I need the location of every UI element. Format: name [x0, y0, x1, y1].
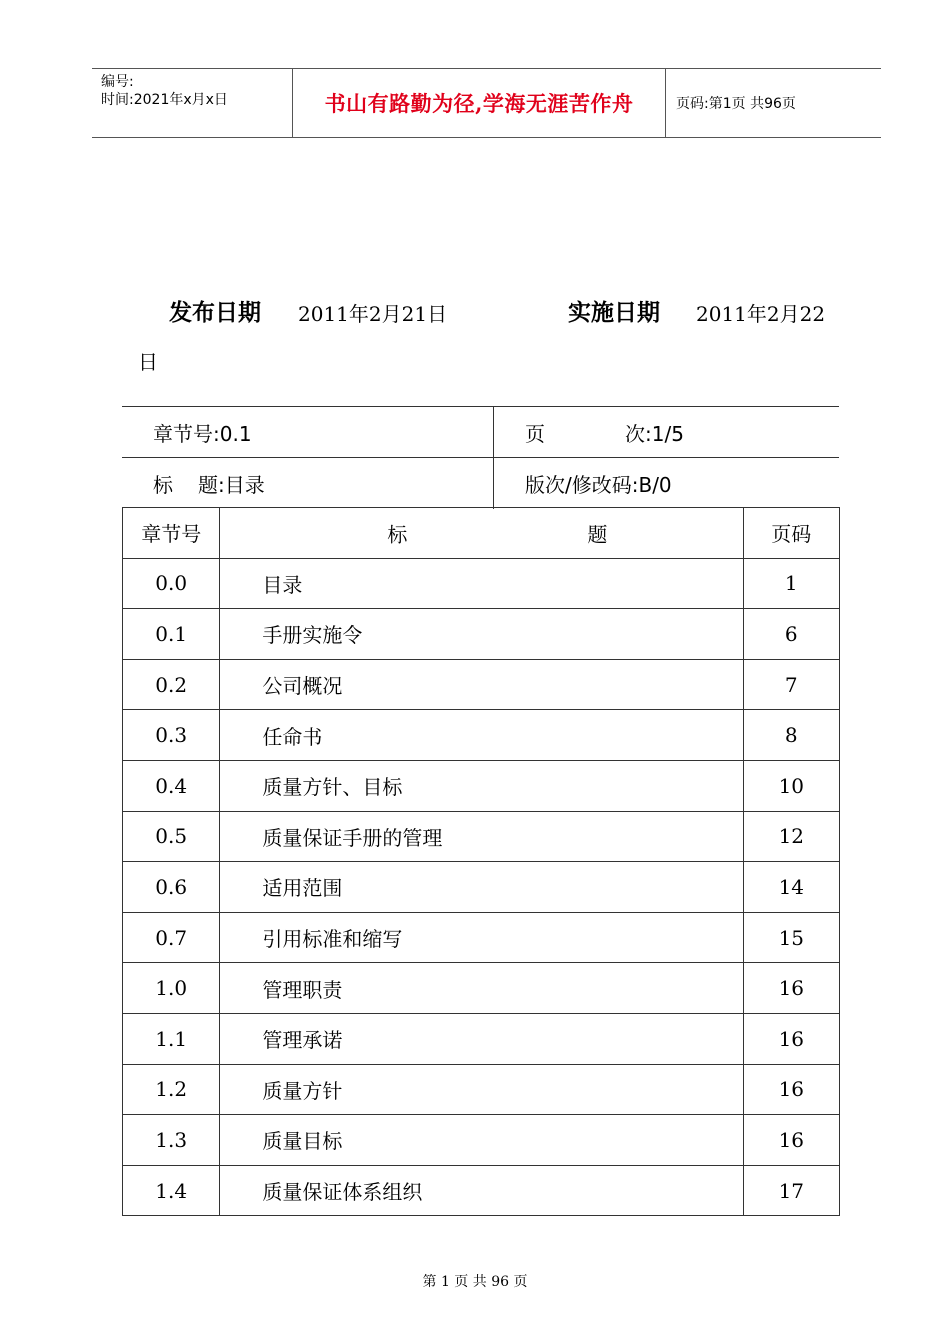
page-cell: 14: [743, 862, 839, 913]
page-cell: 8: [743, 710, 839, 761]
header-title-a: 标: [387, 522, 408, 547]
page-cell: 16: [743, 963, 839, 1014]
title-cell: 质量方针: [220, 1064, 743, 1115]
page-info-text: 页码:第1页 共96页: [676, 96, 796, 112]
toc-table: [122, 507, 840, 1216]
info-row-2: [122, 458, 839, 508]
chapter-cell: 1.1: [123, 1013, 220, 1064]
title-cell: 管理职责: [220, 963, 743, 1014]
table-row: [123, 609, 840, 660]
chapter-cell: 0.4: [123, 760, 220, 811]
title-cell: 公司概况: [220, 659, 743, 710]
info-row-1: [122, 407, 839, 458]
title-cell: 质量方针、目标: [220, 760, 743, 811]
page-count: 次:1/5: [625, 421, 684, 446]
page-cell: 16: [743, 1013, 839, 1064]
serial-label: 编号:: [101, 74, 134, 90]
header-title: [220, 508, 743, 559]
chapter-cell: 1.3: [123, 1115, 220, 1166]
header-motto: [293, 69, 666, 137]
table-row: [123, 912, 840, 963]
title-cell: 管理承诺: [220, 1013, 743, 1064]
table-row: [123, 1165, 840, 1216]
table-row: [123, 963, 840, 1014]
issue-date-value: 2011年2月21日: [298, 302, 448, 326]
title-cell: 手册实施令: [220, 609, 743, 660]
issue-date-label: 发布日期: [169, 300, 261, 326]
title-cell: 质量目标: [220, 1115, 743, 1166]
effective-date-tail: 日: [138, 350, 158, 374]
time-label: 时间:2021年x月x日: [101, 92, 228, 108]
title-label: 标: [153, 472, 173, 497]
motto-text: 书山有路勤为径,学海无涯苦作舟: [324, 91, 634, 116]
title-value: 题:目录: [198, 472, 265, 497]
chapter-cell: 0.6: [123, 862, 220, 913]
chapter-cell: 0.5: [123, 811, 220, 862]
chapter-number: 章节号:0.1: [153, 421, 252, 446]
title-cell: 引用标准和缩写: [220, 912, 743, 963]
chapter-cell: 0.1: [123, 609, 220, 660]
header-title-b: 题: [587, 522, 608, 547]
table-row: [123, 659, 840, 710]
effective-date-value: 2011年2月22: [696, 302, 826, 326]
title-cell: 适用范围: [220, 862, 743, 913]
chapter-cell: 0.7: [123, 912, 220, 963]
page-cell: 1: [743, 558, 839, 609]
chapter-cell: 1.2: [123, 1064, 220, 1115]
page-cell: 17: [743, 1165, 839, 1216]
table-row: [123, 710, 840, 761]
page-cell: 12: [743, 811, 839, 862]
title-cell: 任命书: [220, 710, 743, 761]
header-chapter: 章节号: [123, 508, 220, 559]
table-row: [123, 1013, 840, 1064]
table-row: [123, 862, 840, 913]
page-cell: 16: [743, 1115, 839, 1166]
document-info: [122, 406, 839, 509]
page-cell: 15: [743, 912, 839, 963]
header-page-info: [666, 69, 881, 137]
page-label: 页: [525, 421, 545, 446]
page-cell: 7: [743, 659, 839, 710]
page-cell: 16: [743, 1064, 839, 1115]
title-cell: 质量保证手册的管理: [220, 811, 743, 862]
chapter-cell: 1.0: [123, 963, 220, 1014]
chapter-cell: 1.4: [123, 1165, 220, 1216]
page-footer: 第 1 页 共 96 页: [422, 1274, 528, 1290]
table-row: [123, 558, 840, 609]
chapter-cell: 0.3: [123, 710, 220, 761]
page-header: [92, 68, 881, 138]
table-row: [123, 760, 840, 811]
effective-date-label: 实施日期: [568, 300, 660, 326]
page-cell: 10: [743, 760, 839, 811]
page-cell: 6: [743, 609, 839, 660]
table-row: [123, 1115, 840, 1166]
table-row: [123, 1064, 840, 1115]
toc-body: [123, 558, 840, 1216]
title-cell: 目录: [220, 558, 743, 609]
revision-code: 版次/修改码:B/0: [525, 472, 672, 497]
header-meta: [92, 69, 293, 137]
info-divider: [493, 407, 494, 509]
chapter-cell: 0.2: [123, 659, 220, 710]
title-cell: 质量保证体系组织: [220, 1165, 743, 1216]
header-page: 页码: [743, 508, 839, 559]
table-row: [123, 811, 840, 862]
chapter-cell: 0.0: [123, 558, 220, 609]
toc-header-row: [123, 508, 840, 559]
date-line: [0, 290, 950, 380]
